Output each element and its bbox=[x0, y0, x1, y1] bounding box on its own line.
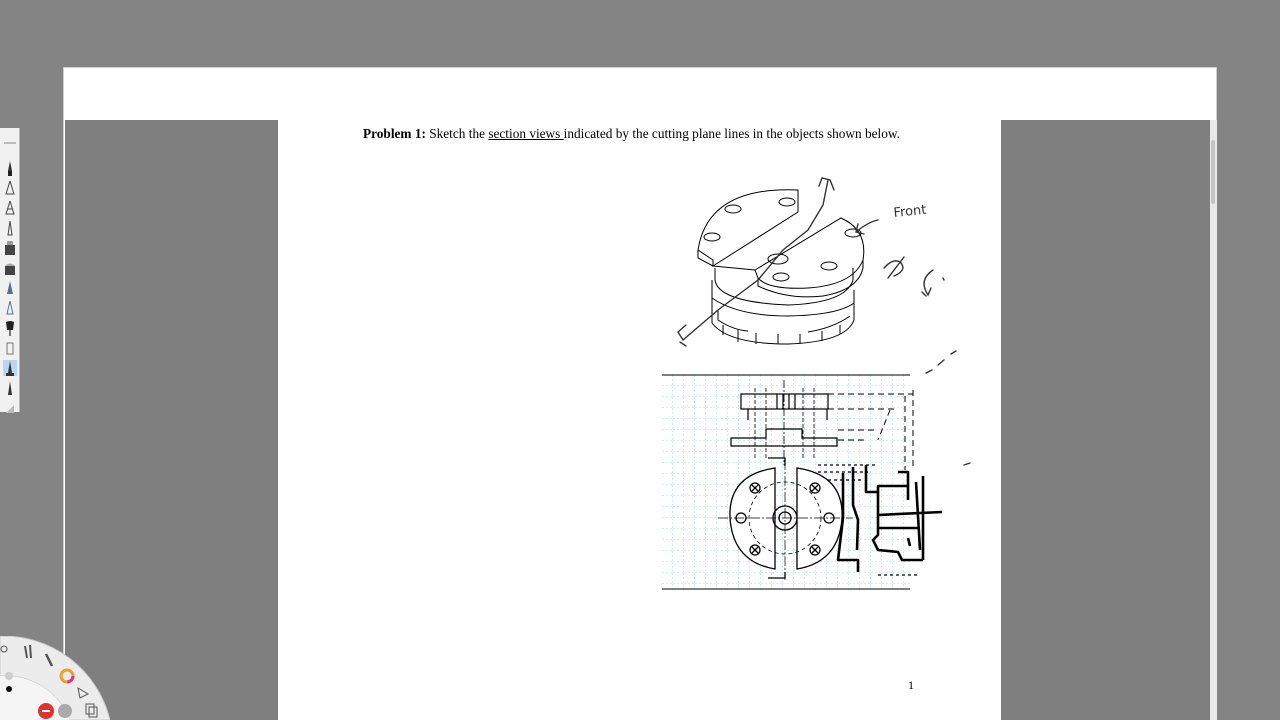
page-number: 1 bbox=[908, 678, 914, 692]
scroll-thumb[interactable] bbox=[1211, 140, 1215, 204]
front-annotation: Front bbox=[892, 202, 928, 221]
canvas-margin-left bbox=[65, 120, 278, 720]
paintbrush-tool-icon[interactable] bbox=[3, 320, 17, 336]
drawing-area[interactable] bbox=[278, 120, 1001, 720]
fountain-pen-tool-icon[interactable] bbox=[3, 300, 17, 316]
problem-text-part-2: indicated by the cutting plane lines in the objects shown below. bbox=[563, 126, 900, 141]
vertical-scrollbar[interactable] bbox=[1210, 120, 1217, 720]
smudge-tool-icon[interactable] bbox=[3, 398, 17, 414]
radial-menu[interactable] bbox=[0, 636, 110, 720]
tool-palette bbox=[0, 128, 20, 412]
problem-text-part-1: Sketch the bbox=[425, 126, 489, 141]
pen-tool-icon[interactable] bbox=[3, 280, 17, 296]
isometric-object-drawing bbox=[698, 190, 864, 344]
pencil-tool-icon[interactable] bbox=[3, 160, 17, 176]
marker-tool-icon[interactable] bbox=[3, 240, 17, 256]
marker-tool-2-icon[interactable] bbox=[3, 260, 17, 276]
airbrush-tool-icon[interactable] bbox=[3, 180, 17, 196]
ballpoint-pen-tool-icon[interactable] bbox=[3, 360, 17, 376]
redo-icon[interactable] bbox=[58, 704, 72, 718]
canvas-margin-right bbox=[1001, 120, 1210, 720]
technical-pen-tool-icon[interactable] bbox=[3, 220, 17, 236]
section-views-link[interactable]: section views bbox=[488, 126, 564, 141]
document-page[interactable] bbox=[278, 120, 1001, 720]
problem-label: Problem 1: bbox=[363, 126, 426, 141]
undo-icon[interactable] bbox=[38, 703, 54, 719]
airbrush-tool-2-icon[interactable] bbox=[3, 200, 17, 216]
palette-handle-icon[interactable] bbox=[4, 142, 16, 144]
pencil-tool-2-icon[interactable] bbox=[3, 380, 17, 396]
eraser-tool-icon[interactable] bbox=[3, 340, 17, 356]
